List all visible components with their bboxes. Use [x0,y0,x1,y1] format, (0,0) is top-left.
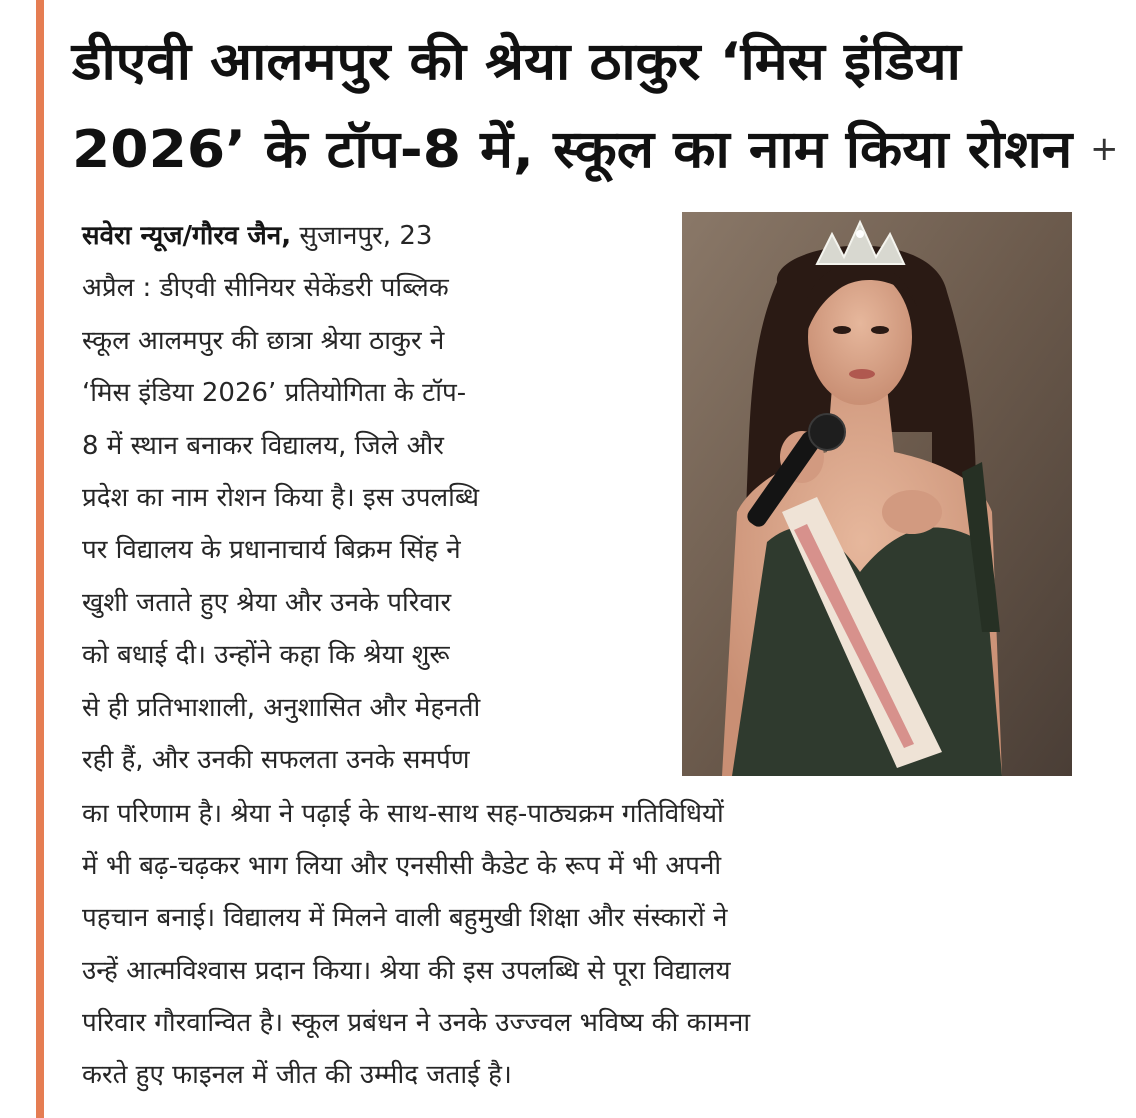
article-line: अप्रैल : डीएवी सीनियर सेकेंडरी पब्लिक [82,273,449,304]
article-line: ‘मिस इंडिया 2026’ प्रतियोगिता के टॉप- [82,378,467,409]
page-margin-bar [36,0,44,1118]
article-line: से ही प्रतिभाशाली, अनुशासित और मेहनती [82,692,481,723]
article-line: पर विद्यालय के प्रधानाचार्य बिक्रम सिंह ने [82,535,461,566]
news-photo [682,212,1072,776]
article-line: खुशी जताते हुए श्रेया और उनके परिवार [82,587,452,618]
article-line: प्रदेश का नाम रोशन किया है। इस उपलब्धि [82,483,480,514]
headline-line-1: डीएवी आलमपुर की श्रेया ठाकुर ‘मिस इंडिया [72,32,961,92]
article-line: को बधाई दी। उन्होंने कहा कि श्रेया शुरू [82,640,450,671]
article-line: करते हुए फाइनल में जीत की उम्मीद जताई है। [82,1060,512,1091]
article-line: उन्हें आत्मविश्वास प्रदान किया। श्रेया की इस उपलब्धि से पूरा विद्यालय [82,955,731,986]
article-line: में भी बढ़-चढ़कर भाग लिया और एनसीसी कैडेट के रूप में भी अपनी [82,851,722,882]
article-line: रही हैं, और उनकी सफलता उनके समर्पण [82,745,470,776]
article-line: का परिणाम है। श्रेया ने पढ़ाई के साथ-साथ सह-पाठ्यक्रम गतिविधियों [82,799,724,829]
article-line: स्कूल आलमपुर की छात्रा श्रेया ठाकुर ने [82,325,445,356]
article-line: पहचान बनाई। विद्यालय में मिलने वाली बहुमुखी शिक्षा और संस्कारों ने [82,903,728,934]
dateline: सवेरा न्यूज/गौरव जैन, [82,221,292,251]
plus-icon: + [1090,129,1119,169]
headline-line-2: 2026’ के टॉप-8 में, स्कूल का नाम किया रोशन [72,120,1073,180]
woman-with-crown-illustration [682,212,1072,776]
article-line-text: सुजानपुर, 23 [291,221,433,251]
article-line: परिवार गौरवान्वित है। स्कूल प्रबंधन ने उनके उज्ज्वल भविष्य की कामना [82,1007,751,1038]
article-line [82,210,480,262]
article-column-narrow [82,210,480,786]
article-line: 8 में स्थान बनाकर विद्यालय, जिले और [82,430,444,461]
headline [72,18,1136,194]
article-column-wide [82,788,750,1101]
